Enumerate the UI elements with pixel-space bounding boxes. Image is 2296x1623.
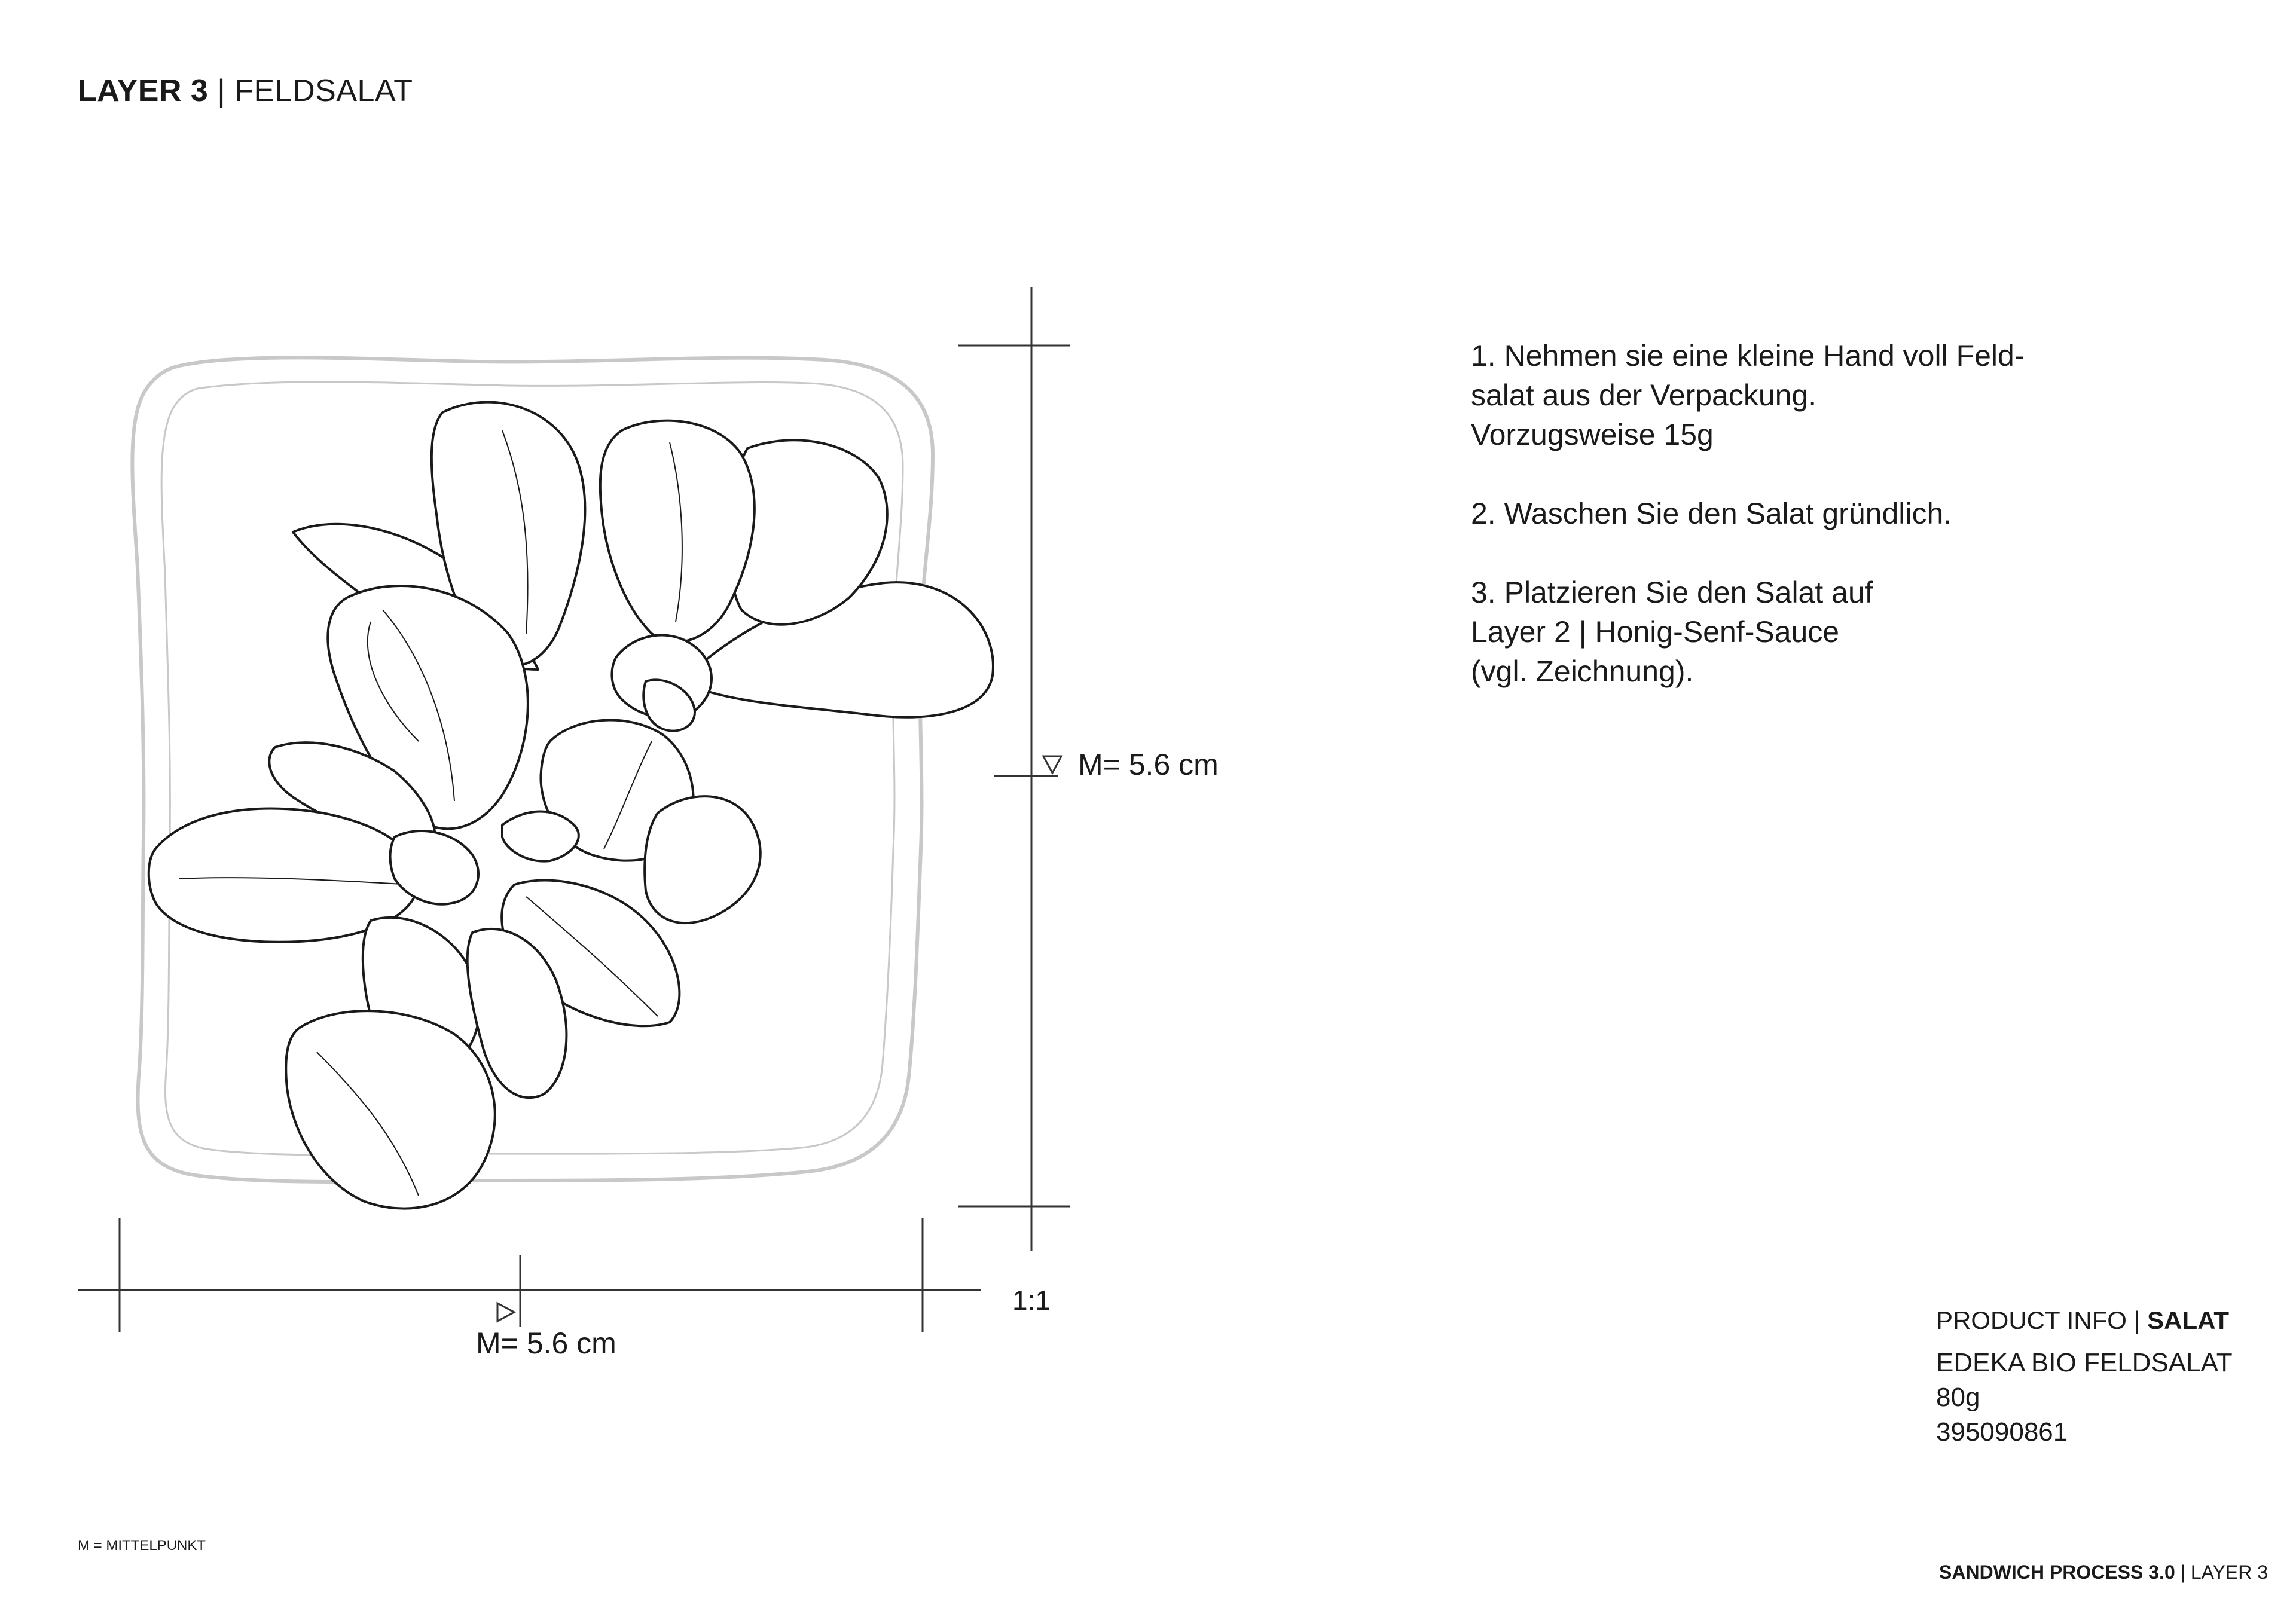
step-1-line-1: 1. Nehmen sie eine kleine Hand voll Feld-	[1471, 339, 2025, 372]
instructions	[1471, 336, 2069, 730]
horizontal-dimension	[78, 1218, 981, 1332]
product-weight: 80g	[1936, 1383, 1980, 1412]
layer-name: FELDSALAT	[234, 74, 413, 108]
step-1-line-3: Vorzugsweise 15g	[1471, 418, 1714, 451]
title-separator: |	[217, 74, 226, 108]
step-1-line-2: salat aus der Verpackung.	[1471, 378, 1817, 412]
product-info-header	[1936, 1306, 2233, 1335]
vertical-dimension	[958, 287, 1070, 1251]
product-info-label: PRODUCT INFO	[1936, 1306, 2127, 1334]
lettuce-illustration	[149, 402, 993, 1209]
instruction-step-3	[1471, 573, 2069, 691]
footer-project: SANDWICH PROCESS 3.0	[1939, 1561, 2175, 1583]
layer-label: LAYER 3	[78, 74, 209, 108]
step-3-line-2: Layer 2 | Honig-Senf-Sauce	[1471, 615, 1840, 649]
footer-layer: LAYER 3	[2190, 1561, 2268, 1583]
footer	[1939, 1561, 2268, 1584]
product-code: 395090861	[1936, 1417, 2068, 1447]
instruction-step-1	[1471, 336, 2069, 454]
vertical-midpoint-label: M= 5.6 cm	[1078, 748, 1219, 781]
horizontal-midpoint-label: M= 5.6 cm	[476, 1326, 616, 1360]
legend-note: M = MITTELPUNKT	[78, 1538, 206, 1554]
step-2-line-1: 2. Waschen Sie den Salat gründlich.	[1471, 497, 1952, 530]
product-info	[1936, 1306, 2233, 1450]
product-name: EDEKA BIO FELDSALAT	[1936, 1348, 2233, 1377]
product-category: SALAT	[2147, 1306, 2230, 1334]
step-3-line-1: 3. Platzieren Sie den Salat auf	[1471, 576, 1873, 609]
footer-separator: |	[2180, 1561, 2185, 1583]
instruction-step-2	[1471, 494, 2069, 533]
step-3-line-3: (vgl. Zeichnung).	[1471, 655, 1694, 688]
scale-label: 1:1	[1012, 1285, 1051, 1316]
product-info-separator: |	[2133, 1306, 2141, 1334]
